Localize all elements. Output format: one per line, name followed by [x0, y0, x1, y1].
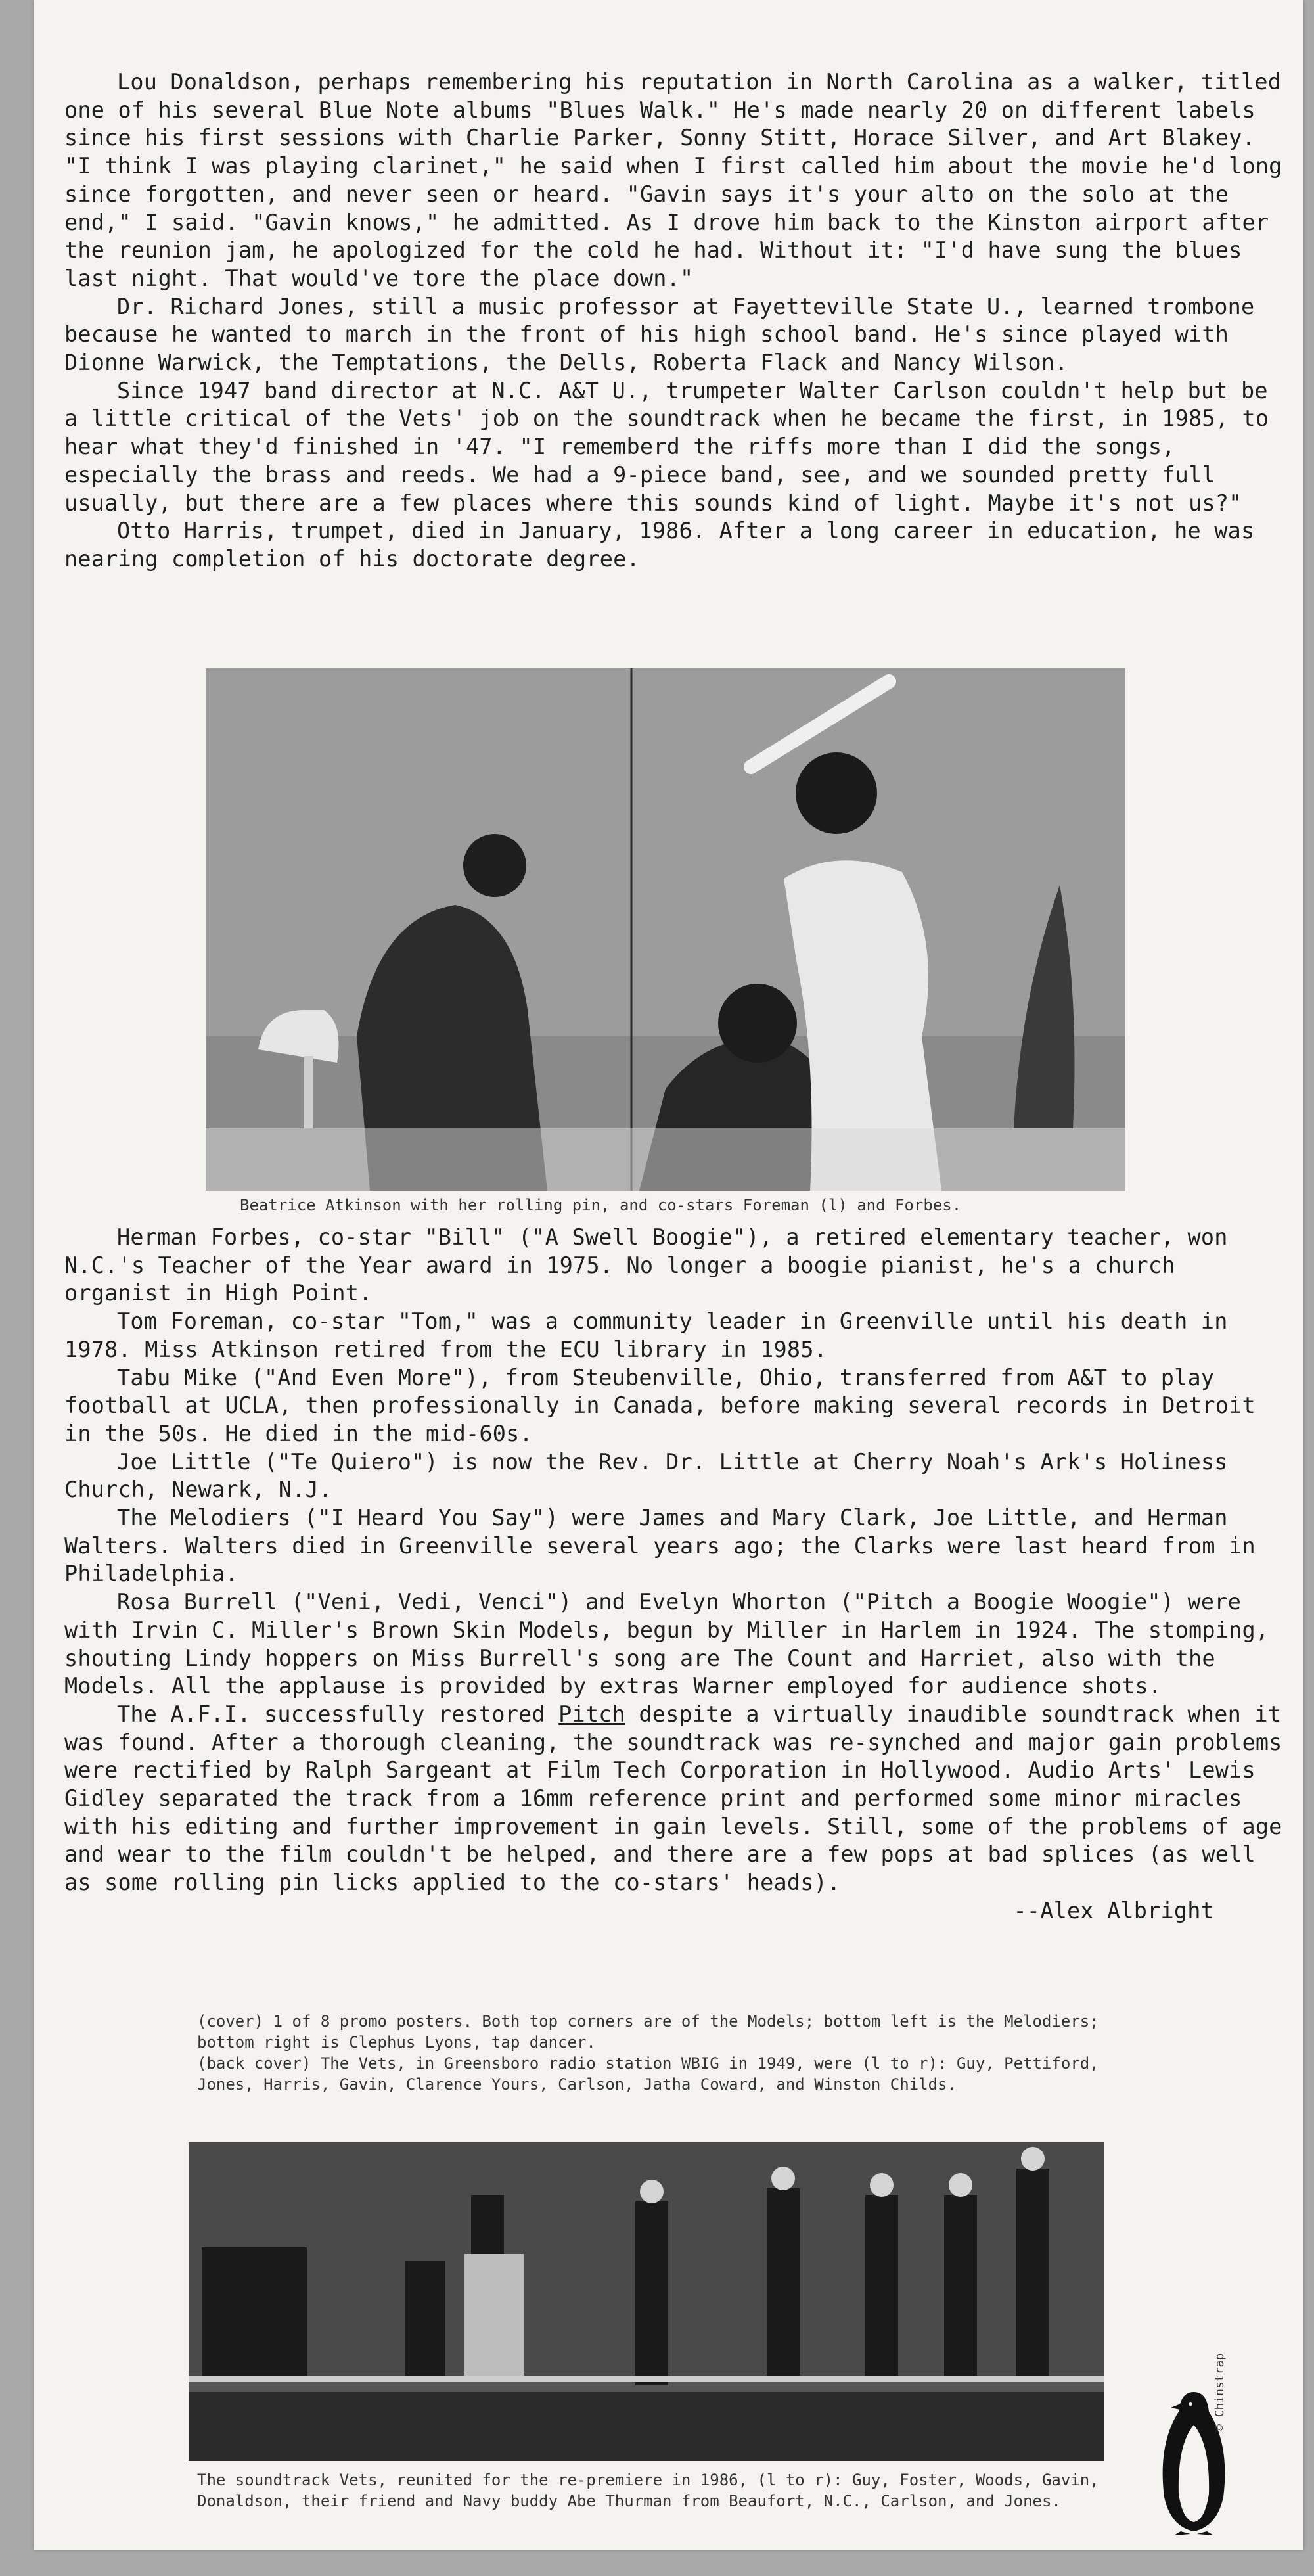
paragraph-joe-little: Joe Little ("Te Quiero") is now the Rev. Dr. Little at Cherry Noah's Ark's Holiness Church, Newark, N.J. [64, 1448, 1228, 1503]
restoration-text-rest: despite a virtually inaudible soundtrack when it was found. After a thorough cleaning, the soundtrack was re-synched and major gain problems were rectified by Ralph Sargeant at Film Tech Corporation in Hollywood. Audio Arts' Lewis Gidley separated the track from a 16mm reference print and performed some minor miracles with his editing and further improvement in gain levels. Still, some of the problems of age and wear to the film couldn't be helped, and there are a few pops at bad splices (as well as some rolling pin licks applied to the co-stars' heads). [64, 1701, 1282, 1896]
paragraph-melodiers: The Melodiers ("I Heard You Say") were James and Mary Clark, Joe Little, and Herman Walters. Walters died in Greenville several years ago; the Clarks were last heard from in Philadelphia. [64, 1505, 1256, 1587]
paragraph-foreman: Tom Foreman, co-star "Tom," was a community leader in Greenville until his death in 1978. Miss Atkinson retired from the ECU library in 1985. [64, 1308, 1228, 1362]
cover-credit-back: (back cover) The Vets, in Greensboro radio station WBIG in 1949, were (l to r): Guy, Pettiford, Jones, Harris, Gavin, Clarence Yours, Carlson, Jatha Coward, and Winston Childs. [197, 2054, 1099, 2094]
cover-credit-front: (cover) 1 of 8 promo posters. Both top corners are of the Models; bottom left is the Melodiers; bottom right is Clephus Lyons, tap dancer. [197, 2012, 1099, 2052]
paragraph-restoration [64, 1701, 1286, 1897]
restoration-text-start: The A.F.I. successfully restored [117, 1701, 559, 1727]
cover-credits [197, 2011, 1130, 2095]
paragraph-carlson: Since 1947 band director at N.C. A&T U., trumpeter Walter Carlson couldn't help but be a little critical of the Vets' job on the soundtrack when he became the first, in 1985, to hear what they'd finished in '47. "I rememberd the riffs more than I did the songs, especially the brass and reeds. We had a 9-piece band, see, and we sounded pretty full usually, but there are a few places where this sounds kind of light. Maybe it's not us?" [64, 377, 1269, 516]
paragraph-harris: Otto Harris, trumpet, died in January, 1986. After a long career in education, he was nearing completion of his doctorate degree. [64, 518, 1255, 572]
article-upper [64, 68, 1286, 574]
paragraph-jones: Dr. Richard Jones, still a music professor at Fayetteville State U., learned trombone because he wanted to march in the front of his high school band. He's since played with Dionne Warwick, the Temptations, the Dells, Roberta Flack and Nancy Wilson. [64, 293, 1255, 376]
paragraph-tabu-mike: Tabu Mike ("And Even More"), from Steubenville, Ohio, transferred from A&T to play football at UCLA, then professionally in Canada, before making several records in Detroit in the 50s. He died in the mid-60s. [64, 1364, 1256, 1446]
photo-caption-vets: The soundtrack Vets, reunited for the re-premiere in 1986, (l to r): Guy, Foster, Woods, Gavin, Donaldson, their friend and Navy buddy Abe Thurman from Beaufort, N.C., Carlson, and Jones. [197, 2471, 1099, 2510]
paragraph-burrell: Rosa Burrell ("Veni, Vedi, Venci") and Evelyn Whorton ("Pitch a Boogie Woogie") were with Irvin C. Miller's Brown Skin Models, begun by Miller in Harlem in 1924. The stomping, shouting Lindy hoppers on Miss Burrell's song are The Count and Harriet, also with the Models. All the applause is provided by extras Warner employed for audience shots. [64, 1589, 1269, 1699]
article-lower [64, 1224, 1286, 1925]
photo-soundtrack-vets-stage [189, 2142, 1104, 2461]
photo-atkinson-rolling-pin [206, 668, 1125, 1191]
photo-caption-atkinson: Beatrice Atkinson with her rolling pin, and co-stars Foreman (l) and Forbes. [240, 1196, 962, 1214]
paragraph-forbes: Herman Forbes, co-star "Bill" ("A Swell Boogie"), a retired elementary teacher, won N.C.'s Teacher of the Year award in 1975. No longer a boogie pianist, he's a church organist in High Point. [64, 1224, 1228, 1306]
logo-mark-text: © Chinstrap [1213, 2353, 1227, 2431]
paragraph-donaldson: Lou Donaldson, perhaps remembering his reputation in North Carolina as a walker, titled one of his several Blue Note albums "Blues Walk." He's made nearly 20 on different labels since his first sessions with Charlie Parker, Sonny Stitt, Horace Silver, and Art Blakey. "I think I was playing clarinet," he said when I first called him about the movie he'd long since forgotten, and never seen or heard. "Gavin says it's your alto on the solo at the end," I said. "Gavin knows," he admitted. As I drove him back to the Kinston airport after the reunion jam, he apologized for the cold he had. Without it: "I'd have sung the blues last night. That would've tore the place down." [64, 69, 1282, 291]
penguin-logo-icon [1144, 2385, 1243, 2537]
author-signature: --Alex Albright [1013, 1897, 1214, 1923]
film-title-pitch: Pitch [558, 1701, 626, 1727]
